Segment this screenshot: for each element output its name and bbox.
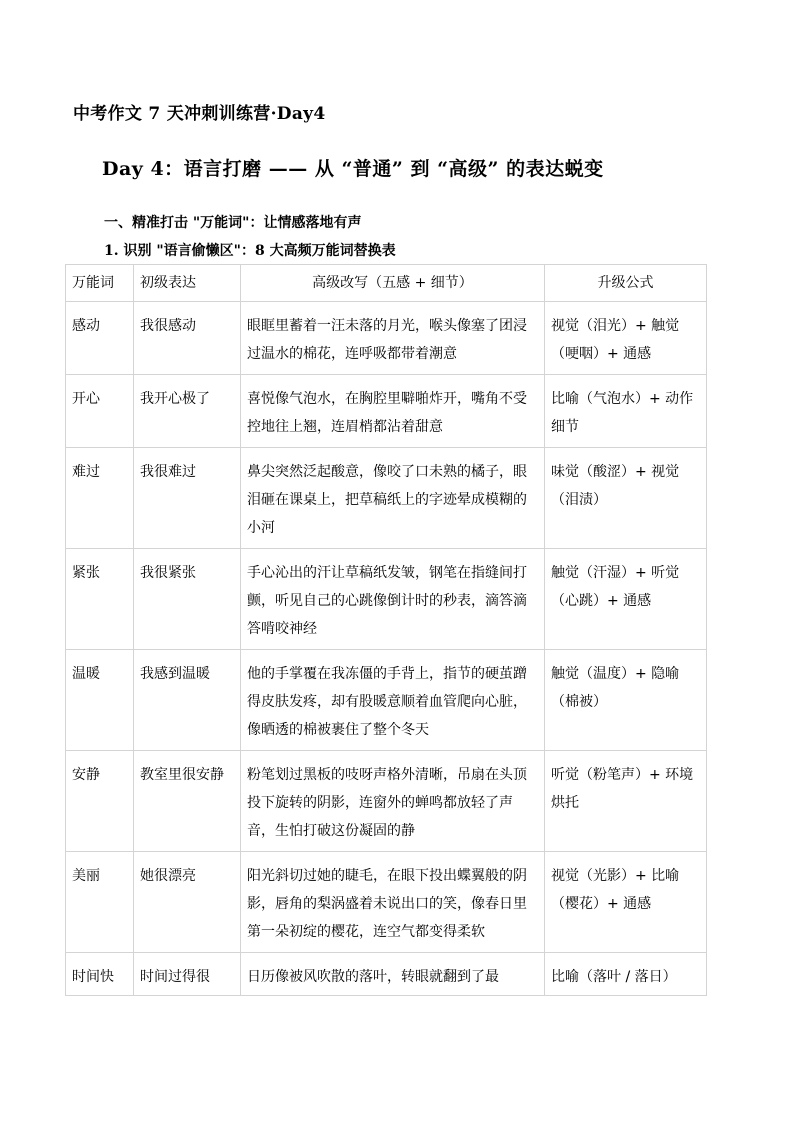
cell-word: 难过	[66, 448, 134, 549]
table-row	[66, 448, 707, 549]
cell-word: 美丽	[66, 852, 134, 953]
header-advanced: 高级改写（五感 + 细节）	[241, 265, 545, 302]
cell-formula: 触觉（汗湿）+ 听觉（心跳）+ 通感	[545, 549, 707, 650]
header-basic: 初级表达	[134, 265, 241, 302]
cell-word-text: 时间快	[72, 969, 114, 985]
cell-basic: 我很难过	[134, 448, 241, 549]
cell-word: 温暖	[66, 650, 134, 751]
header-word: 万能词	[66, 265, 134, 302]
cell-word: 安静	[66, 751, 134, 852]
document-title: 中考作文 7 天冲刺训练营·Day4	[73, 104, 326, 124]
cell-formula: 视觉（泪光）+ 触觉（哽咽）+ 通感	[545, 302, 707, 375]
table-row	[66, 549, 707, 650]
cell-basic-text: 时间过得很	[140, 969, 210, 985]
table-row	[66, 375, 707, 448]
cell-advanced: 喜悦像气泡水，在胸腔里噼啪炸开，嘴角不受控地往上翘，连眉梢都沾着甜意	[241, 375, 545, 448]
table-row	[66, 751, 707, 852]
cell-advanced-text: 日历像被风吹散的落叶，转眼就翻到了最	[247, 969, 499, 985]
cell-formula-text: 比喻（落叶 / 落日）	[551, 969, 677, 985]
table-row	[66, 953, 707, 996]
cell-basic: 我很紧张	[134, 549, 241, 650]
cell-advanced: 阳光斜切过她的睫毛，在眼下投出蝶翼般的阴影，唇角的梨涡盛着未说出口的笑，像春日里第一朵初绽的樱花，连空气都变得柔软	[241, 852, 545, 953]
table-row	[66, 852, 707, 953]
cell-formula: 比喻（气泡水）+ 动作细节	[545, 375, 707, 448]
cell-advanced: 眼眶里蓄着一汪未落的月光，喉头像塞了团浸过温水的棉花，连呼吸都带着潮意	[241, 302, 545, 375]
table-header-row	[66, 265, 707, 302]
cell-formula: 触觉（温度）+ 隐喻（棉被）	[545, 650, 707, 751]
cell-formula: 视觉（光影）+ 比喻（樱花）+ 通感	[545, 852, 707, 953]
table-row	[66, 650, 707, 751]
cell-word: 开心	[66, 375, 134, 448]
section-heading: 一、精准打击 "万能词"：让情感落地有声	[104, 215, 362, 231]
cell-basic: 她很漂亮	[134, 852, 241, 953]
cell-basic: 我很感动	[134, 302, 241, 375]
cell-basic: 教室里很安静	[134, 751, 241, 852]
cell-advanced: 粉笔划过黑板的吱呀声格外清晰，吊扇在头顶投下旋转的阴影，连窗外的蝉鸣都放轻了声音，生怕打破这份凝固的静	[241, 751, 545, 852]
word-replacement-table	[65, 264, 707, 996]
document-subtitle: Day 4：语言打磨 —— 从 “普通” 到 “高级” 的表达蜕变	[102, 158, 604, 180]
cell-basic: 我开心极了	[134, 375, 241, 448]
cell-advanced	[241, 953, 545, 996]
cell-basic	[134, 953, 241, 996]
cell-word	[66, 953, 134, 996]
table-row	[66, 302, 707, 375]
header-formula: 升级公式	[545, 265, 707, 302]
cell-advanced: 手心沁出的汗让草稿纸发皱，钢笔在指缝间打颤，听见自己的心跳像倒计时的秒表，滴答滴答啃咬神经	[241, 549, 545, 650]
cell-formula	[545, 953, 707, 996]
cell-basic: 我感到温暖	[134, 650, 241, 751]
cell-advanced: 他的手掌覆在我冻僵的手背上，指节的硬茧蹭得皮肤发疼，却有股暖意顺着血管爬向心脏，像晒透的棉被裹住了整个冬天	[241, 650, 545, 751]
cell-word: 紧张	[66, 549, 134, 650]
cell-word: 感动	[66, 302, 134, 375]
cell-formula: 听觉（粉笔声）+ 环境烘托	[545, 751, 707, 852]
cell-formula: 味觉（酸涩）+ 视觉（泪渍）	[545, 448, 707, 549]
sub-heading: 1. 识别 "语言偷懒区"：8 大高频万能词替换表	[104, 243, 396, 259]
cell-advanced: 鼻尖突然泛起酸意，像咬了口未熟的橘子，眼泪砸在课桌上，把草稿纸上的字迹晕成模糊的小河	[241, 448, 545, 549]
